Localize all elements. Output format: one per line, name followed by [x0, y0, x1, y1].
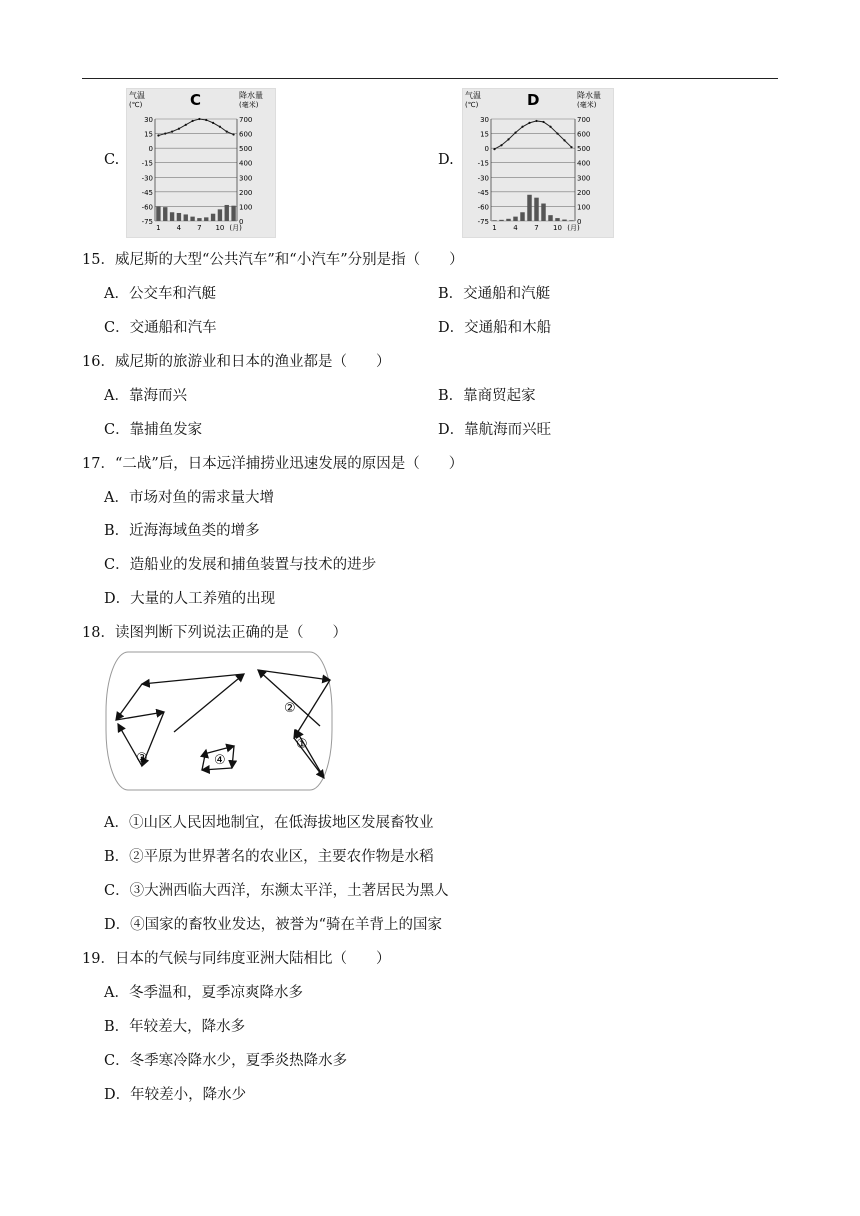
question-19-stem: 19．日本的气候与同纬度亚洲大陆相比（ ） — [82, 951, 391, 967]
q17-option-b[interactable]: B．近海海域鱼类的增多 — [104, 523, 260, 539]
temp-line — [495, 121, 572, 149]
q18-option-c[interactable]: C．③大洲西临大西洋，东濒太平洋，土著居民为黑人 — [104, 883, 449, 899]
precip-axis-unit: (毫米) — [239, 101, 259, 109]
precip-axis-unit: (毫米) — [577, 101, 597, 109]
precip-tick-label: 500 — [239, 145, 253, 154]
map-label-3: ③ — [136, 751, 148, 766]
precip-tick-label: 600 — [577, 130, 591, 139]
map-label-2: ② — [284, 701, 296, 716]
temp-axis-unit: (℃) — [129, 101, 143, 109]
temp-tick-label: 15 — [480, 130, 489, 139]
chart-title: D — [527, 91, 540, 109]
precip-tick-label: 100 — [577, 203, 591, 212]
q16-option-c[interactable]: C．靠捕鱼发家 — [104, 422, 203, 438]
temp-point — [157, 134, 159, 136]
precip-bar — [527, 195, 531, 221]
temp-tick-label: 0 — [148, 145, 153, 154]
temp-point — [178, 128, 180, 130]
precip-bar — [492, 220, 496, 221]
temp-tick-label: 30 — [480, 116, 489, 124]
climate-chart-c-svg — [127, 89, 275, 237]
precip-bar — [520, 212, 524, 221]
temp-tick-label: 15 — [144, 130, 153, 139]
precip-bar — [225, 205, 229, 221]
precip-bar — [190, 217, 194, 221]
temp-tick-label: -45 — [477, 188, 489, 197]
precip-bar — [163, 207, 167, 221]
q16-option-b[interactable]: B．靠商贸起家 — [438, 388, 536, 404]
option-d-label[interactable]: D. — [438, 152, 454, 168]
precip-bar — [231, 206, 235, 221]
month-tick-label: 10 — [215, 224, 225, 232]
q16-option-d[interactable]: D．靠航海而兴旺 — [438, 422, 552, 438]
precip-bar — [541, 204, 545, 221]
precip-bar — [534, 198, 538, 221]
precip-bar — [548, 215, 552, 221]
temp-point — [528, 122, 530, 124]
q19-option-a[interactable]: A．冬季温和，夏季凉爽降水多 — [104, 985, 303, 1001]
precip-tick-label: 500 — [577, 145, 591, 154]
month-unit-label: (月) — [567, 224, 580, 232]
temp-tick-label: -60 — [477, 203, 489, 212]
temp-point — [563, 139, 565, 141]
temp-tick-label: -75 — [477, 218, 489, 226]
q19-option-c[interactable]: C．冬季寒冷降水少，夏季炎热降水多 — [104, 1053, 348, 1069]
precip-tick-label: 700 — [577, 116, 591, 124]
temp-point — [198, 118, 200, 120]
precip-bar — [562, 220, 566, 221]
q15-option-c[interactable]: C．交通船和汽车 — [104, 320, 217, 336]
month-tick-label: 4 — [176, 224, 182, 232]
temp-point — [542, 121, 544, 123]
temp-point — [219, 126, 221, 128]
precip-bar — [170, 212, 174, 221]
q17-option-a[interactable]: A．市场对鱼的需求量大增 — [104, 490, 274, 506]
temp-tick-label: -30 — [141, 174, 153, 183]
precip-bar — [499, 220, 503, 221]
precip-tick-label: 400 — [577, 159, 591, 168]
route-map-svg — [104, 650, 334, 792]
map-label-4: ④ — [214, 753, 226, 768]
precip-axis-label: 降水量 — [577, 91, 601, 100]
precip-bar — [184, 214, 188, 221]
option-c-label[interactable]: C. — [104, 152, 120, 168]
month-unit-label: (月) — [229, 224, 242, 232]
chart-title: C — [190, 91, 202, 109]
temp-axis-label: 气温 — [465, 91, 481, 100]
q15-option-b[interactable]: B．交通船和汽艇 — [438, 286, 551, 302]
q16-option-a[interactable]: A．靠海而兴 — [104, 388, 187, 404]
temp-point — [232, 133, 234, 135]
temp-point — [556, 132, 558, 134]
q18-option-d[interactable]: D．④国家的畜牧业发达，被誉为“骑在羊背上的国家 — [104, 917, 443, 933]
month-tick-label: 4 — [513, 224, 518, 232]
header-rule — [82, 78, 778, 79]
temp-point — [535, 120, 537, 122]
precip-bar — [218, 209, 222, 221]
precip-tick-label: 700 — [239, 116, 253, 124]
precip-tick-label: 600 — [239, 130, 253, 139]
temp-tick-label: 0 — [484, 145, 489, 154]
precip-tick-label: 0 — [239, 218, 244, 226]
precip-tick-label: 100 — [239, 203, 253, 212]
climate-chart-c — [126, 88, 276, 238]
temp-point — [212, 122, 214, 124]
precip-tick-label: 0 — [577, 218, 582, 226]
month-tick-label: 10 — [553, 224, 562, 232]
route-map — [104, 650, 334, 792]
precip-bar — [506, 219, 510, 221]
temp-line — [158, 119, 233, 136]
temp-point — [507, 138, 509, 140]
climate-chart-d — [462, 88, 614, 238]
precip-axis-label: 降水量 — [239, 91, 263, 100]
temp-point — [185, 124, 187, 126]
month-tick-label: 7 — [534, 224, 539, 232]
map-label-1: ① — [296, 737, 308, 752]
precip-bar — [211, 214, 215, 221]
temp-point — [514, 132, 516, 134]
q17-option-c[interactable]: C．造船业的发展和捕鱼装置与技术的进步 — [104, 557, 377, 573]
question-17-stem: 17．“二战”后，日本远洋捕捞业迅速发展的原因是（ ） — [82, 456, 464, 472]
precip-bar — [555, 218, 559, 221]
temp-point — [191, 120, 193, 122]
temp-point — [171, 131, 173, 133]
question-16-stem: 16．威尼斯的旅游业和日本的渔业都是（ ） — [82, 354, 391, 370]
precip-tick-label: 200 — [239, 188, 253, 197]
precip-tick-label: 400 — [239, 159, 253, 168]
q19-option-d[interactable]: D．年较差小，降水少 — [104, 1087, 247, 1103]
temp-point — [549, 126, 551, 128]
precip-tick-label: 300 — [577, 174, 591, 183]
temp-point — [521, 126, 523, 128]
q15-option-a[interactable]: A．公交车和汽艇 — [104, 286, 216, 302]
q18-option-a[interactable]: A．①山区人民因地制宜，在低海拔地区发展畜牧业 — [104, 815, 434, 831]
question-15-stem: 15．威尼斯的大型“公共汽车”和“小汽车”分别是指（ ） — [82, 252, 464, 268]
temp-axis-unit: (℃) — [465, 101, 479, 109]
q17-option-d[interactable]: D．大量的人工养殖的出现 — [104, 591, 276, 607]
temp-tick-label: -15 — [141, 159, 153, 168]
temp-tick-label: -75 — [141, 218, 153, 226]
precip-tick-label: 200 — [577, 188, 591, 197]
temp-tick-label: 30 — [144, 116, 153, 124]
climate-chart-d-svg — [463, 89, 613, 237]
temp-tick-label: -60 — [141, 203, 153, 212]
temp-tick-label: -45 — [141, 188, 153, 197]
temp-tick-label: -30 — [477, 174, 489, 183]
temp-point — [205, 119, 207, 121]
precip-bar — [204, 217, 208, 221]
precip-bar — [156, 206, 160, 221]
q18-option-b[interactable]: B．②平原为世界著名的农业区，主要农作物是水稻 — [104, 849, 434, 865]
temp-point — [500, 144, 502, 146]
temp-point — [164, 132, 166, 134]
q19-option-b[interactable]: B．年较差大，降水多 — [104, 1019, 246, 1035]
question-18-stem: 18．读图判断下列说法正确的是（ ） — [82, 625, 347, 641]
temp-point — [226, 131, 228, 133]
q15-option-d[interactable]: D．交通船和木船 — [438, 320, 552, 336]
precip-bar — [177, 213, 181, 221]
month-tick-label: 1 — [156, 224, 161, 232]
month-tick-label: 1 — [492, 224, 497, 232]
temp-axis-label: 气温 — [129, 91, 145, 100]
temp-point — [570, 146, 572, 148]
precip-bar — [513, 217, 517, 221]
temp-point — [493, 148, 495, 150]
temp-tick-label: -15 — [477, 159, 489, 168]
precip-bar — [569, 220, 573, 221]
month-tick-label: 7 — [197, 224, 202, 232]
precip-tick-label: 300 — [239, 174, 253, 183]
precip-bar — [197, 218, 201, 221]
